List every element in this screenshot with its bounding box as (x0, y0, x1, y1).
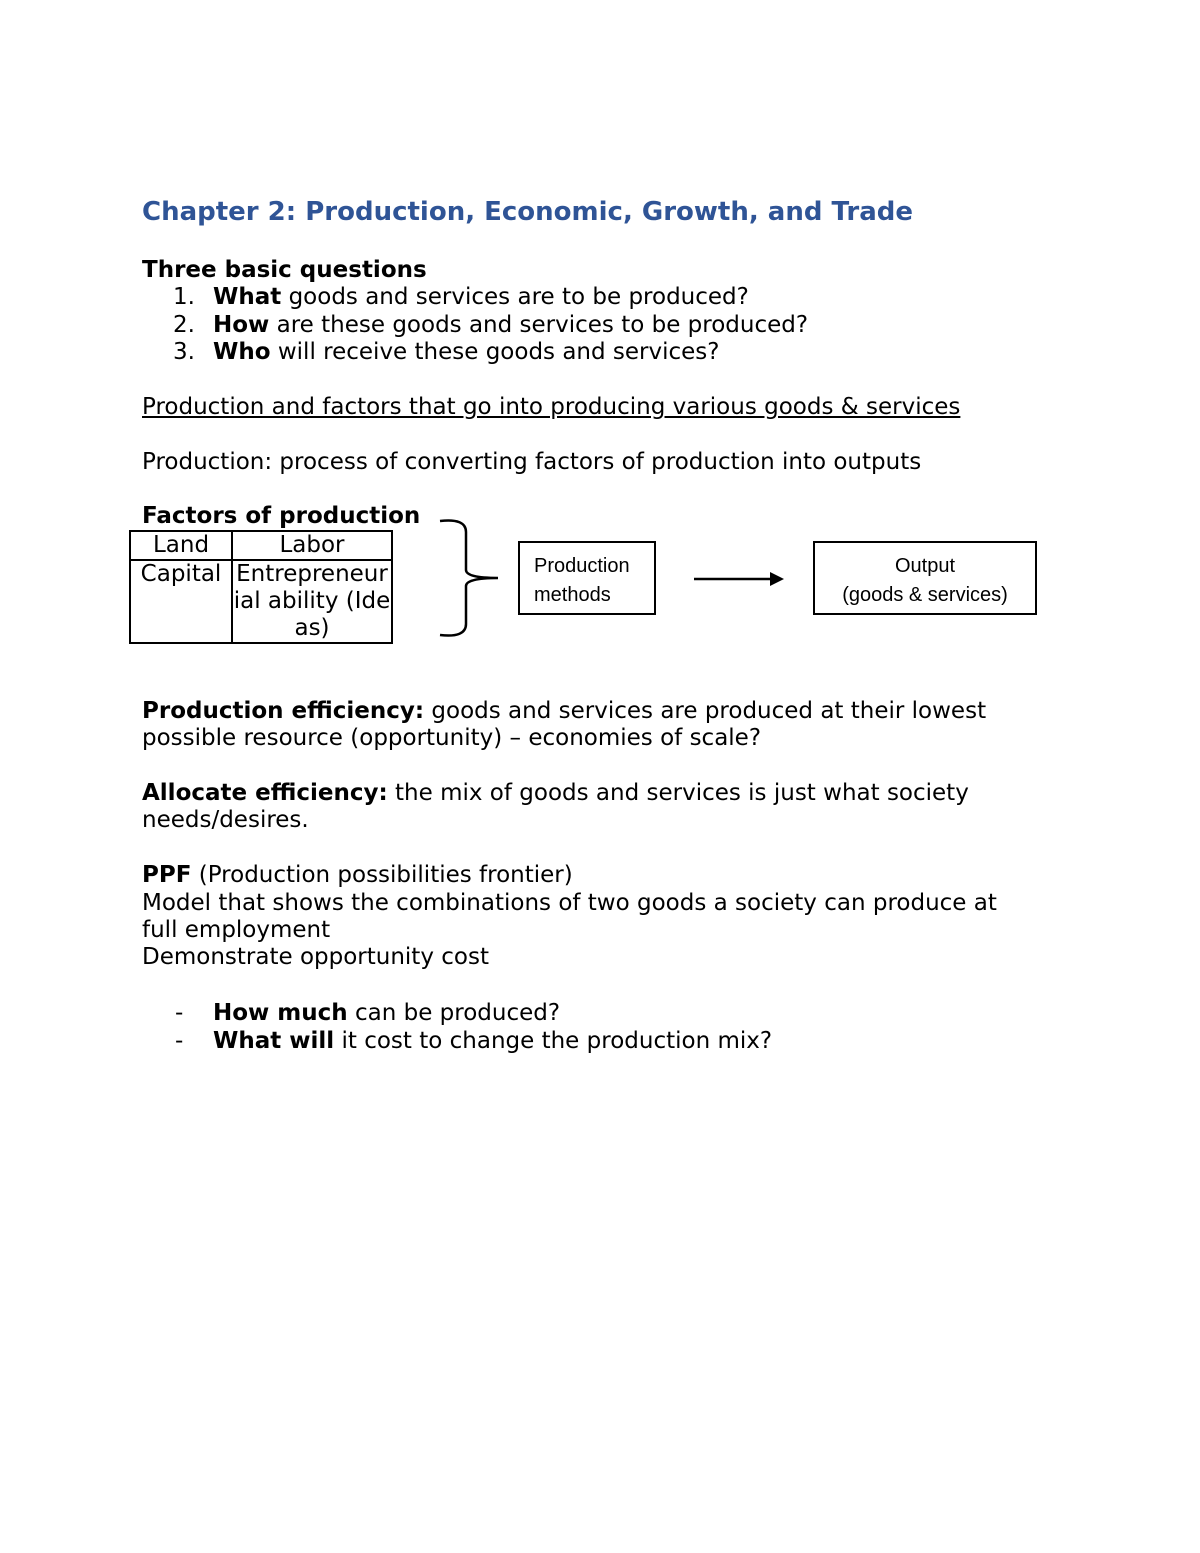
page-title: Chapter 2: Production, Economic, Growth, and Trade (142, 197, 914, 227)
factors-table (129, 530, 393, 644)
list-item: 1. What goods and services are to be produced? (173, 284, 749, 310)
factor-capital: Capital (130, 560, 232, 643)
production-efficiency-line2: possible resource (opportunity) – economies of scale? (142, 725, 762, 751)
production-definition: Production: process of converting factors of production into outputs (142, 449, 922, 475)
output-box (813, 541, 1037, 615)
ppf-opportunity-cost: Demonstrate opportunity cost (142, 944, 489, 970)
ppf-model-line1: Model that shows the combinations of two goods a society can produce at (142, 890, 997, 916)
output-line-1: Output (894, 555, 956, 577)
factor-labor: Labor (232, 531, 392, 560)
list-item: - How much can be produced? (175, 1000, 561, 1026)
output-line-2: (goods & services) (842, 584, 1008, 606)
bracket-icon (436, 516, 506, 644)
factor-entrepreneurial: Entrepreneurial ability (Ideas) (233, 561, 391, 641)
production-methods-box (518, 541, 656, 615)
methods-line-2: methods (534, 584, 611, 606)
production-efficiency-line1: Production efficiency: goods and services are produced at their lowest (142, 698, 987, 724)
list-item: 2. How are these goods and services to be produced? (173, 312, 809, 338)
list-item: - What will it cost to change the production mix? (175, 1028, 773, 1054)
allocate-efficiency-line1: Allocate efficiency: the mix of goods and services is just what society (142, 780, 969, 806)
ppf-model-line2: full employment (142, 917, 331, 943)
section-heading: Production and factors that go into producing various goods & services (142, 394, 961, 420)
arrow-right-icon (694, 570, 789, 588)
factors-title: Factors of production (142, 503, 421, 529)
factor-land: Land (130, 531, 232, 560)
ppf-title: PPF (Production possibilities frontier) (142, 862, 573, 888)
questions-title: Three basic questions (142, 257, 427, 283)
list-item: 3. Who will receive these goods and services? (173, 339, 720, 365)
methods-line-1: Production (534, 555, 630, 577)
allocate-efficiency-line2: needs/desires. (142, 807, 309, 833)
